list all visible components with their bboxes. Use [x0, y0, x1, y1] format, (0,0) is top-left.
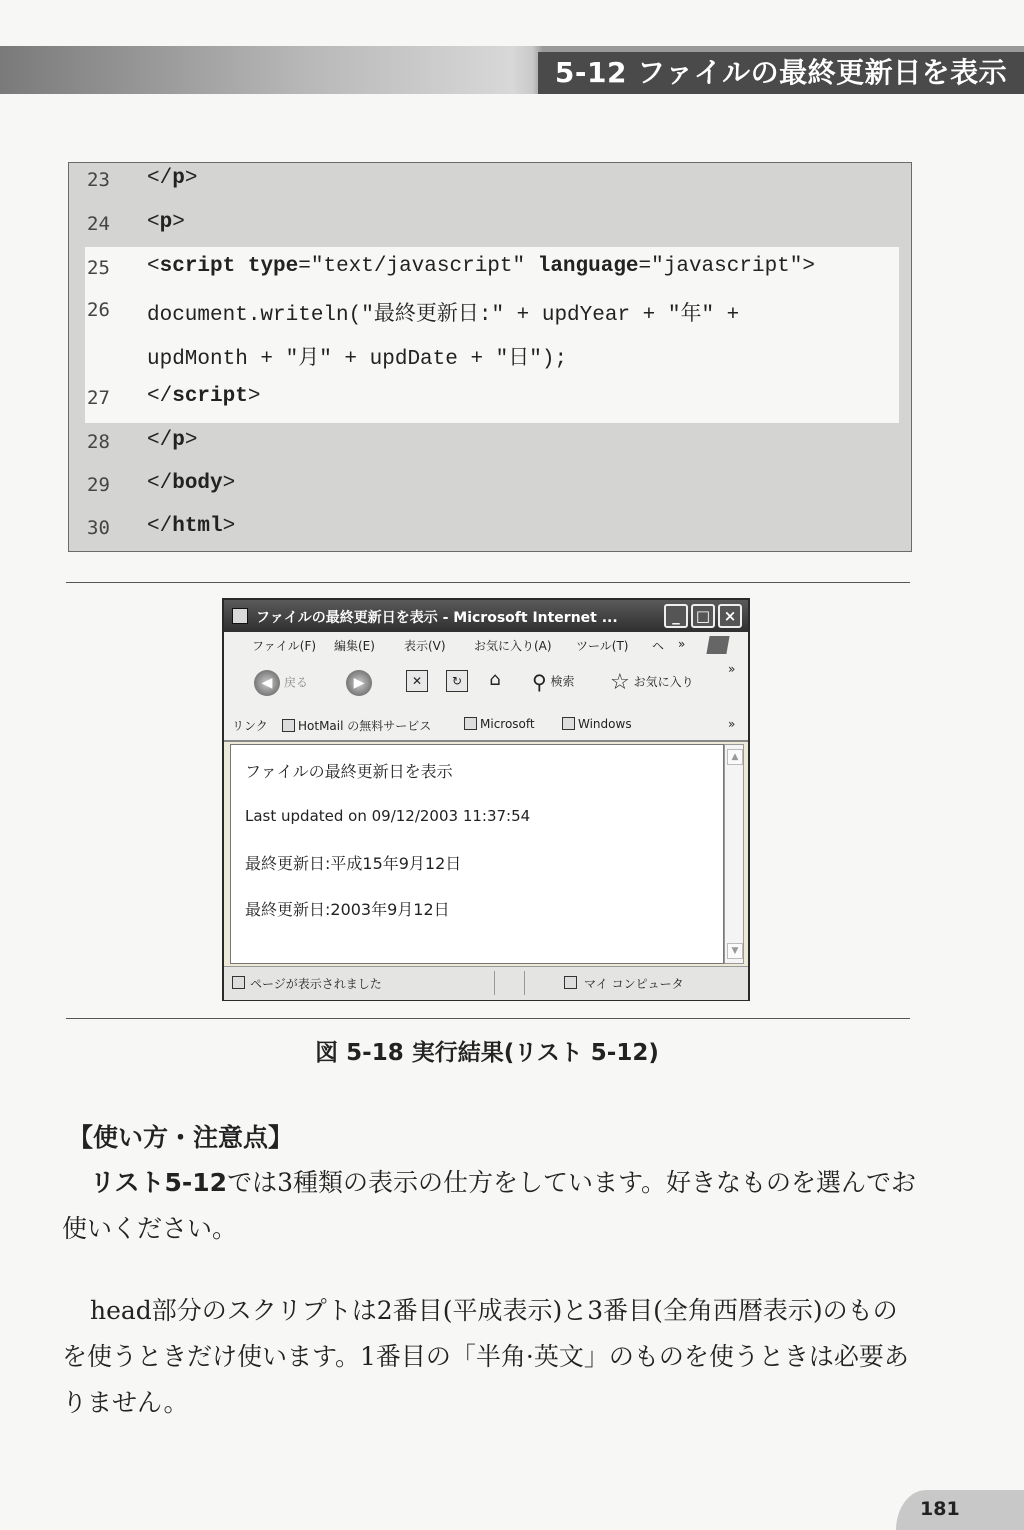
- computer-icon: [564, 976, 577, 989]
- menu-tools[interactable]: ツール(T): [576, 639, 629, 653]
- back-arrow-icon: ◀: [254, 670, 280, 696]
- line-number: 24: [87, 213, 110, 235]
- star-icon: ☆: [610, 670, 630, 695]
- forward-arrow-icon: ▶: [346, 670, 372, 696]
- menu-more[interactable]: »: [678, 637, 686, 651]
- status-zone: マイ コンピュータ: [584, 977, 684, 991]
- content-english-date: Last updated on 09/12/2003 11:37:54: [245, 807, 531, 825]
- menu-edit[interactable]: 編集(E): [334, 639, 375, 653]
- figure-bottom-rule: [66, 1018, 910, 1019]
- line-number: 27: [87, 387, 110, 409]
- code-line-30: [69, 511, 913, 551]
- toolbar: [224, 658, 748, 711]
- maximize-button[interactable]: □: [691, 604, 715, 628]
- page-content: [230, 744, 724, 964]
- window-titlebar[interactable]: [224, 600, 748, 632]
- content-western-date: 最終更新日:2003年9月12日: [245, 900, 450, 919]
- figure-caption: 図 5-18 実行結果(リスト 5-12): [315, 1040, 659, 1066]
- link-microsoft[interactable]: Microsoft: [464, 717, 535, 731]
- status-page-icon: [232, 976, 245, 989]
- paragraph-1: リスト5-12では3種類の表示の仕方をしています。好きなものを選んでお使いください。: [62, 1168, 916, 1243]
- menu-bar: [224, 632, 748, 659]
- refresh-button[interactable]: [446, 670, 468, 698]
- back-button[interactable]: ◀ 戻る: [254, 670, 308, 698]
- line-number: 30: [87, 517, 110, 539]
- page-number: 181: [920, 1498, 960, 1520]
- line-code: </body>: [147, 472, 236, 495]
- window-title: ファイルの最終更新日を表示 - Microsoft Internet ...: [256, 610, 618, 626]
- forward-button[interactable]: [346, 670, 372, 698]
- home-icon: ⌂: [489, 669, 501, 690]
- windows-flag-icon: [706, 636, 729, 654]
- paragraph-2: head部分のスクリプトは2番目(平成表示)と3番目(全角西暦表示)のものを使うときだけ使います。1番目の「半角·英文」のものを使うときは必要ありません。: [62, 1296, 909, 1417]
- status-divider: [524, 971, 525, 995]
- line-number: 28: [87, 431, 110, 453]
- line-code: </p>: [147, 429, 198, 452]
- status-bar: [224, 966, 748, 1000]
- content-heisei-date: 最終更新日:平成15年9月12日: [245, 854, 462, 873]
- scroll-down-icon[interactable]: ▼: [727, 943, 743, 959]
- content-title: ファイルの最終更新日を表示: [245, 762, 453, 781]
- minimize-button[interactable]: _: [664, 604, 688, 628]
- scroll-up-icon[interactable]: ▲: [727, 749, 743, 765]
- toolbar-more[interactable]: »: [728, 662, 736, 676]
- code-line-25: [69, 251, 913, 291]
- home-button[interactable]: [484, 670, 506, 698]
- section-heading: 【使い方・注意点】: [68, 1123, 294, 1152]
- link-hotmail[interactable]: HotMail の無料サービス: [282, 717, 431, 734]
- menu-file[interactable]: ファイル(F): [252, 639, 317, 653]
- code-line-28: [69, 425, 913, 465]
- code-line-29: [69, 468, 913, 508]
- line-code: <script type="text/javascript" language="javascript">: [147, 255, 815, 278]
- page-icon: [562, 717, 575, 730]
- refresh-icon: ↻: [446, 670, 468, 692]
- code-listing: [68, 162, 912, 552]
- search-icon: ⚲: [532, 670, 547, 694]
- line-number: 25: [87, 257, 110, 279]
- status-text: ページが表示されました: [250, 977, 382, 991]
- code-line-26: [69, 293, 913, 333]
- menu-view[interactable]: 表示(V): [404, 639, 446, 653]
- figure-top-rule: [66, 582, 910, 583]
- code-line-26-cont: [69, 337, 913, 377]
- line-number: 26: [87, 299, 110, 321]
- links-more[interactable]: »: [728, 717, 736, 731]
- code-line-23: [69, 163, 913, 203]
- line-code: </p>: [147, 167, 198, 190]
- line-code: document.writeln("最終更新日:" + updYear + "年" +: [147, 304, 740, 327]
- links-label: リンク: [232, 719, 268, 733]
- search-button[interactable]: ⚲ 検索: [532, 670, 575, 694]
- ie-app-icon: [232, 608, 248, 624]
- line-number: 23: [87, 169, 110, 191]
- menu-help[interactable]: ヘ: [652, 639, 665, 653]
- code-line-27: [69, 381, 913, 421]
- line-code: updMonth + "月" + updDate + "日");: [147, 348, 568, 371]
- favorites-button[interactable]: ☆ お気に入り: [610, 670, 694, 695]
- status-divider: [494, 971, 495, 995]
- links-bar: [224, 710, 748, 742]
- page-number-tab: [896, 1490, 1024, 1530]
- menu-favorites[interactable]: お気に入り(A): [474, 639, 552, 653]
- browser-window: [222, 598, 750, 1001]
- vertical-scrollbar[interactable]: [724, 744, 744, 964]
- stop-icon: ✕: [406, 670, 428, 692]
- line-number: 29: [87, 474, 110, 496]
- page-icon: [282, 719, 295, 732]
- line-code: </script>: [147, 385, 261, 408]
- stop-button[interactable]: [406, 670, 428, 698]
- code-line-24: [69, 207, 913, 247]
- line-code: </html>: [147, 515, 236, 538]
- link-windows[interactable]: Windows: [562, 717, 632, 731]
- section-title: 5-12 ファイルの最終更新日を表示: [538, 52, 1024, 94]
- close-button[interactable]: ×: [718, 604, 742, 628]
- line-code: <p>: [147, 211, 185, 234]
- page-icon: [464, 717, 477, 730]
